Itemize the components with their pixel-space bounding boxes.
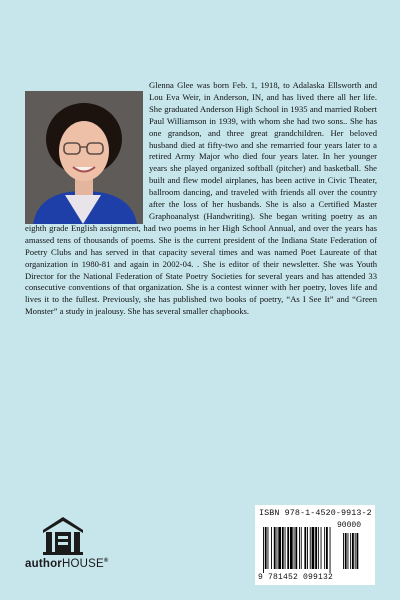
author-bio [25, 80, 377, 318]
barcode-bar [285, 527, 286, 569]
barcode-bar [295, 527, 297, 569]
bio-text: Glenna Glee was born Feb. 1, 1918, to Adalaska Ellsworth and Lou Eva Weir, in Anderson, IN, and has lived there all her life. She graduated Anderson High School in 1935 and married Robert Paul Williamson in 1939, with whom she had two sons.. She has one grandson, and three great grandchildren. Her beloved husband died at fifty-two and she remarried four years later to a retired Army Major who died four years later. In her younger years she played organized softball (pitcher) and basketball. She built and flew model airplanes, has been active in Civic Theater, ballroom dancing, and traveled with friends all over the country after the loss of her husbands. She is also a Certified Master Graphoanalyst (Handwriting). She began writing poetry as an eighth grade English assignment, had two poems in her High School Annual, and over the years has amassed tens of thousands of poems. She is the current president of the Indiana State Federation of Poetry Clubs and has served in that capacity several times and was named Poet Laureate of that organization in 1980-81 and again in 2002-04. . She is editor of their newsletter. She was Youth Director for the National Federation of State Poetry Societies for several years and has attended 33 consecutive conventions of that organization. She is a contest winner with her poetry, loves life and lives it to the fullest. Previously, she has published two books of poetry, “As I See It” and “Green Monster” a study in jealousy. She has several smaller chapbooks. [25, 80, 377, 317]
barcode-bar [312, 527, 315, 569]
publisher-name-bold: author [25, 558, 62, 570]
barcode-bar [290, 527, 293, 569]
barcode-bars [259, 527, 371, 573]
price-code: 90000 [337, 521, 362, 530]
barcode-bar [294, 527, 295, 569]
publisher-logo [25, 514, 121, 578]
registered-mark: ® [103, 558, 109, 565]
barcode-bar [310, 527, 311, 569]
publisher-name [25, 558, 109, 570]
isbn-barcode-box [255, 505, 375, 585]
barcode-bar [324, 527, 325, 569]
authorhouse-house-icon [41, 514, 85, 556]
barcode-bar [274, 527, 276, 569]
barcode-bar [301, 527, 302, 569]
barcode-bar [263, 527, 264, 573]
barcode-addon-bar [348, 533, 349, 569]
barcode-addon-bar [350, 533, 351, 569]
barcode-bar [277, 527, 278, 569]
barcode-bar [282, 527, 284, 569]
photo-spacer [25, 80, 149, 222]
barcode-bar [278, 527, 281, 569]
barcode-bar [315, 527, 317, 569]
barcode-bar [287, 527, 289, 569]
barcode-bar [307, 527, 308, 569]
barcode-addon-bar [343, 533, 344, 569]
barcode-addon-bar [352, 533, 354, 569]
barcode-bar [271, 527, 272, 569]
barcode-bar [299, 527, 300, 569]
barcode-bar [326, 527, 328, 569]
barcode-bar [321, 527, 322, 569]
barcode-bar [265, 527, 267, 569]
barcode-addon-bar [355, 533, 356, 569]
barcode-digits: 9 781452 099132 [258, 573, 334, 582]
barcode-bar [268, 527, 269, 569]
barcode-bar [318, 527, 319, 569]
barcode-addon-bar [357, 533, 359, 569]
publisher-name-regular: HOUSE [61, 558, 104, 570]
isbn-label: ISBN 978-1-4520-9913-2 [259, 508, 372, 518]
barcode-bar [330, 527, 331, 573]
barcode-addon-bar [345, 533, 347, 569]
barcode-bar [304, 527, 306, 569]
